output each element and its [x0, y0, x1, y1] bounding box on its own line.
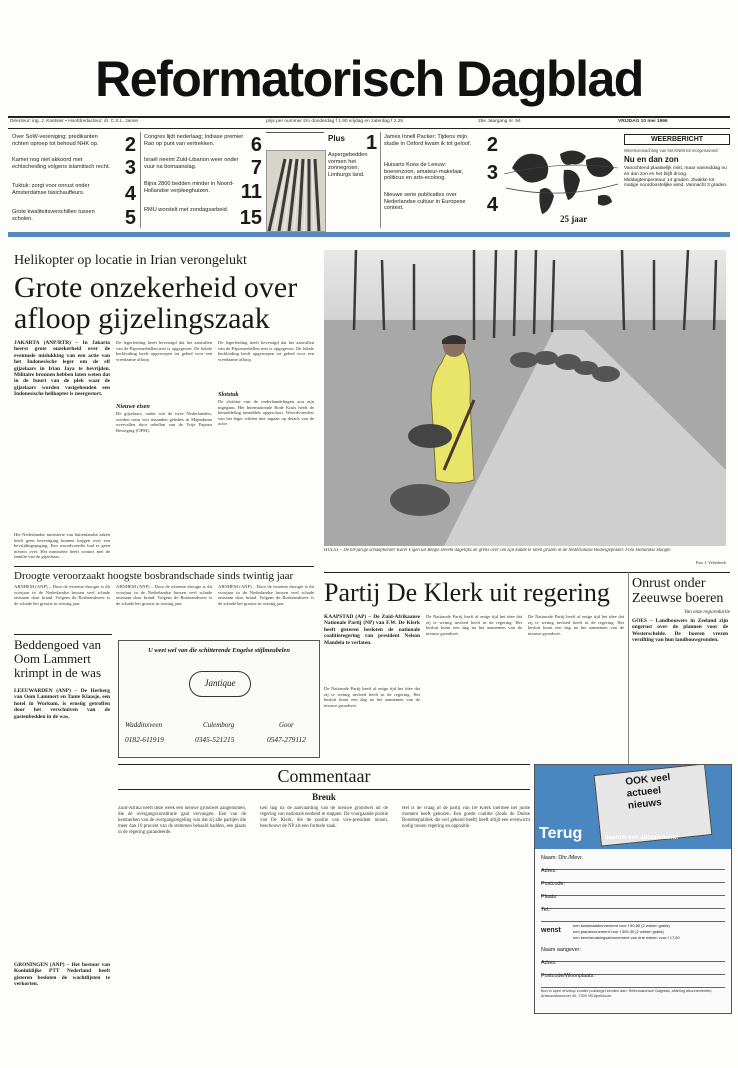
deklerk-body-2: De Nationale Partij heeft al enige tijd het idee dat zij te weinig invloed heeft in de regering. Het besluit komt een dag na het aannemen van de nieuwe grondwet. — [426, 614, 522, 636]
option-1[interactable]: een kwartaalabonnement voor f 80,85 (2 weken gratis) — [573, 923, 670, 928]
main-kicker: Helikopter op locatie in Irian verongelukt — [14, 253, 247, 268]
form-field-name[interactable]: Naam: Dhr./Mevr. — [541, 855, 725, 870]
groningen-text: GRONINGEN (ANP) – Het bestuur van Koninklijke PTT Nederland heeft gisteren besloten de wachtlijsten te verkorten. — [14, 962, 110, 988]
form-field-referrer-address[interactable]: Adres: — [541, 960, 725, 975]
oom-lammert-box — [14, 634, 112, 1014]
page-number: 6 — [250, 134, 262, 156]
page-number: 11 — [240, 181, 262, 203]
subscription-footer: Bon in open envelop zonder postzegel zenden aan: Reformatorisch Dagblad, afdeling abonnementen, Antwoordnummer 40, 7300 VB Apeldoorn. — [541, 989, 713, 998]
teaser-item[interactable]: Tuktuk: zorgt voor onrust onder Amsterdamse taxichauffeurs. 4 — [12, 183, 136, 205]
abonnement-label: daarom een abonnement! — [605, 835, 679, 841]
teaser-item[interactable]: Congres lijdt nederlaag; Indiase premier Rao op punt van vertrekken. 6 — [144, 134, 262, 156]
oom-headline: Beddengoed van Oom Lammert krimpt in de was — [14, 637, 102, 680]
main-lead: JAKARTA (ANP/RTR) – In Jakarta heerst grote onzekerheid over de eventuele mislukking van een actie van het Indonesische leger om de elf gijzelaars in Irian Jaya te bevrijden. Militaire bronnen hebben laten weten dat in de buurt van de plek waar de gijzelaars worden vastgehouden een Indonesische helikopter is neergestort. — [14, 340, 110, 398]
ad-phone: 0547-279112 — [267, 735, 306, 744]
page-number: 4 — [486, 194, 498, 216]
teaser-item[interactable]: Israël neemt Zuid-Libanon weer onder vuur na bomaanslag. 7 — [144, 157, 262, 179]
asparagus-photo — [266, 150, 326, 232]
ad-phone: 0182-611919 — [125, 735, 164, 744]
main-story-col-1 — [14, 340, 110, 602]
plus-supplement-teaser[interactable]: Plus 1 Aspergebedden vormen het zonnegroen. Limburgs land. — [328, 132, 378, 178]
teaser-column-right — [384, 132, 498, 230]
page-number: 3 — [124, 157, 136, 179]
commentaar-col1: Zuid-Afrika heeft deze week een nieuwe grondwet aangenomen, die de overgangsconstitutie gaat vervangen. Een van de kenmerken van de overgangsregeling was dat zij alle partijen die meer dan 10 procent van de stemmen behaald hadden, een plaats in de regering garandeerde. — [118, 806, 246, 835]
page-number: 3 — [486, 162, 498, 184]
main-body-col2: De legerleiding heeft bevestigd dat het aanvallen van de Papoearebellen niet is opgegeven. De lokale kerkleiding heeft opgeroepen tot gebed voor een vreedzame afloop. — [116, 340, 212, 362]
form-field-address[interactable]: Adres: — [541, 868, 725, 883]
page-number: 5 — [124, 207, 136, 229]
main-headline: Grote onzekerheid over afloop gijzelingszaak — [14, 271, 298, 335]
subscription-headline-2: actueel — [626, 785, 662, 800]
main-story-col-3 — [218, 340, 314, 602]
option-2[interactable]: een jaarabonnement voor f 305,30 (2 weken gratis) — [573, 929, 664, 934]
ad-phone: 0345-521215 — [195, 735, 235, 744]
ad-town: Waddinxveen — [125, 721, 163, 729]
main-body-col3a: De legerleiding heeft bevestigd dat het aanvallen van de Papoearebellen niet is opgegeven. De lokale kerkleiding heeft opgeroepen tot gebed voor een vreedzame afloop. — [218, 340, 314, 362]
teaser-column-mid — [144, 132, 262, 230]
commentaar-col2: Een dag na de aanvaarding van de nieuwe grondwet uit de regering van nationale eenheid te stappen. De voorgaande positie van De Klerk, die de positie van vice-president innam, beschouwt de NP als een formele zaak. — [260, 806, 388, 829]
weather-title: Nu en dan zon — [624, 155, 679, 164]
newspaper-title: Reformatorisch Dagblad — [95, 51, 643, 107]
masthead-info — [8, 118, 730, 127]
weather-box — [624, 134, 730, 230]
teaser-strip — [10, 132, 730, 232]
masthead — [8, 30, 730, 120]
photo-credit: Foto J. Velterbeek — [695, 560, 726, 565]
deklerk-headline: Partij De Klerk uit regering — [324, 578, 610, 607]
commentaar-section — [118, 762, 530, 1012]
main-body-col3: De slotfase van de onderhandelingen zou zijn ingegaan. Het Internationale Rode Kruis heeft de bemiddeling inmiddels opgeschort. Woordvoerders van het leger wilden niet ingaan op details van de actie. — [218, 399, 314, 427]
main-story-col-2 — [116, 340, 212, 602]
page-number: 2 — [124, 134, 136, 156]
ad-logo-text: Jantique — [204, 678, 236, 688]
commentaar-headline: Breuk — [312, 792, 336, 802]
teaser-item[interactable]: James Innell Packer: Tijdens mijn studie in Oxford kwam ik tot geloof. 2 — [384, 134, 498, 156]
subscription-banner — [535, 765, 731, 849]
shepherd-photo — [324, 250, 726, 546]
anniversary-graphic — [502, 138, 620, 230]
subscription-headline-1: OOK veel — [624, 772, 671, 788]
oom-text: LEEUWARDEN (ANP) – De Herberg van Oom Lammert en Tante Klaasje, een hotel in Workum, is ernstig getroffen door het verschuiven van de gastenbedden in de was. — [14, 688, 110, 720]
editor-line: Directeur: ing. J. Koetsier • Hoofdredacteur: dr. C.S.L. Janse — [10, 119, 139, 124]
photo-caption-text: HULST – De 69-jarige schaapherder Karel Figen uit België streekt dagelijks de grens over om zijn kudde te laten grazen in de Nederlandse Hedwigepolder. Foto Hollandse Hoogte — [324, 548, 671, 553]
subscription-form — [541, 855, 725, 1005]
ad-town: Goor — [279, 721, 294, 729]
main-body-col1: Het Nederlandse ministerie van buitenlandse zaken heeft geen bevestiging kunnen krijgen over een bevrijdingspoging. Een woordvoerder had er geen nieuws over. Het ministerie heeft contact met de familie van de gijzelaars. — [14, 532, 110, 560]
commentaar-title: Commentaar — [277, 766, 371, 786]
weather-source: Weersverwachting van het KNMI tot morgenavond: — [624, 148, 719, 153]
teaser-column-left — [10, 132, 136, 230]
deklerk-lead: KAAPSTAD (AP) – De Zuid-Afrikaanse Nationale Partij (NP) van F.W. De Klerk heeft gisteren besloten de nationale coalitieregering van president Nelson Mandela te verlaten. — [324, 614, 420, 646]
main-body-col2b: De gijzelaars, onder wie de twee Nederlanders, werden ruim vier maanden geleden in Mapnduma overvallen door rebellen van de Vrije Papoea Beweging (OPM). — [116, 411, 212, 433]
subhead-nieuwe-eisen: Nieuwe eisen — [116, 403, 150, 410]
drought-headline: Droogte veroorzaakt hoogste bosbrandschade sinds twintig jaar — [14, 570, 294, 582]
teaser-item[interactable]: Bijna 2800 bedden minder in Noord-Hollandse verpleeghuizen. 11 — [144, 181, 262, 203]
page-number: 2 — [486, 134, 498, 156]
teaser-item[interactable]: RMU worstelt met zondagsarbeid. 15 — [144, 207, 262, 229]
commentaar-col3: Het is de vraag of de partij van De Klerk hiermee het juiste moment heeft gekozen. Een goede coalitie (zoals de Duitse Bondsrepubliek die wel gekend heeft) heeft altijd een evenwicht nodig tussen regering en oppositie. — [402, 806, 530, 829]
teaser-item[interactable]: Nieuwe serie publicaties over Nederlandse cultuur in Europese context. 4 — [384, 192, 498, 216]
price-line: prijs per nummer t/m donderdag f 1,90 vrijdag en zaterdag f 2,25 — [266, 119, 404, 124]
drought-text: ARNHEM (ANP) – Door de extreme droogte is dit voorjaar in de Nederlandse bossen veel schade ontstaan door brand. Volgens de Bosbrandweer is de schade het grootst in twintig jaar. — [14, 584, 110, 606]
page-number: 1 — [366, 132, 378, 154]
onrust-text: GOES – Landbouwers in Zeeland zijn ongerust over de plannen voor de Westerschelde. De boeren vrezen verzilting van hun landbouwgronden. — [632, 618, 728, 644]
photo-caption — [324, 548, 726, 568]
teaser-item[interactable]: Over SoW-vereniging: predikanten richten oproep tot behoud NHK op. 2 — [12, 134, 136, 156]
page-number: 7 — [250, 157, 262, 179]
form-field-referrer[interactable]: Naam aangever: — [541, 947, 725, 962]
date-line: VRIJDAG 10 mei 1996 — [618, 119, 668, 124]
commentaar-banner — [118, 764, 530, 790]
weather-header: WEERBERICHT — [624, 134, 730, 145]
ad-logo — [189, 671, 251, 697]
onrust-byline: Van onze regioredactie — [684, 610, 730, 615]
plus-title: Plus — [328, 134, 345, 143]
anniversary-label: 25 jaar — [560, 214, 588, 224]
subhead-slotstuk: Slotstuk — [218, 391, 239, 398]
option-3[interactable]: een kennismakingsabonnement van drie weken voor f 17,50 — [573, 935, 680, 940]
teaser-item[interactable]: Huisarts Koos de Leeuw: boerenzoon, amateur-makelaar, politicus en arts-ecoloog. 3 — [384, 162, 498, 184]
form-field-phone[interactable]: Tel.: — [541, 907, 725, 922]
form-field-city[interactable]: Plaats: — [541, 894, 725, 909]
form-field-referrer-city[interactable]: Postcode/Woonplaats: — [541, 973, 725, 988]
subscription-headline-3: nieuws — [627, 797, 663, 812]
ad-title: U weet wel van die schitterende Engelse stijlmeubelen — [148, 647, 290, 654]
ad-town: Culemborg — [203, 721, 235, 729]
page-number: 4 — [124, 183, 136, 205]
wenst-label: wenst — [541, 927, 561, 934]
shepherd-illustration — [324, 250, 726, 546]
furniture-ad[interactable] — [118, 640, 320, 758]
drought-text-2: ARNHEM (ANP) – Door de extreme droogte is dit voorjaar in de Nederlandse bossen veel schade ontstaan door brand. Volgens de Bosbrandweer is de schade het grootst in twintig jaar. — [116, 584, 212, 606]
terug-label: Terug — [539, 825, 583, 842]
form-field-postcode[interactable]: Postcode: — [541, 881, 725, 896]
teaser-item[interactable]: Grote kwaliteitsverschillen tussen scholen. 5 — [12, 207, 136, 229]
asparagus-field-illustration — [267, 151, 325, 231]
teaser-divider — [8, 232, 730, 237]
deklerk-body: De Nationale Partij heeft al enige tijd het idee dat zij te weinig invloed heeft in de regering. Het besluit komt een dag na het aannemen van de nieuwe grondwet. — [324, 686, 420, 708]
drought-text-3: ARNHEM (ANP) – Door de extreme droogte is dit voorjaar in de Nederlandse bossen veel schade ontstaan door brand. Volgens de Bosbrandweer is de schade het grootst in twintig jaar. — [218, 584, 314, 606]
weather-text: Vanochtend plaatselijk mist, maar vanmiddag nu en dan zon en het blijft droog. Middagtemperatuur 14 graden. Zwakke tot matige noordoostelijke wind. Vannacht 3 graden. — [624, 166, 728, 189]
deklerk-body-3: De Nationale Partij heeft al enige tijd het idee dat zij te weinig invloed heeft in de regering. Het besluit komt een dag na het aannemen van de nieuwe grondwet. — [528, 614, 624, 636]
onrust-headline: Onrust onder Zeeuwse boeren — [632, 576, 724, 606]
subscription-ad — [534, 764, 732, 1014]
teaser-item[interactable]: Kamer nog niet akkoord met echtscheiding volgens islamitisch recht. 3 — [12, 157, 136, 179]
page-number: 15 — [239, 207, 262, 229]
volume-line: 25e Jaargang nr. 94 — [478, 119, 521, 124]
